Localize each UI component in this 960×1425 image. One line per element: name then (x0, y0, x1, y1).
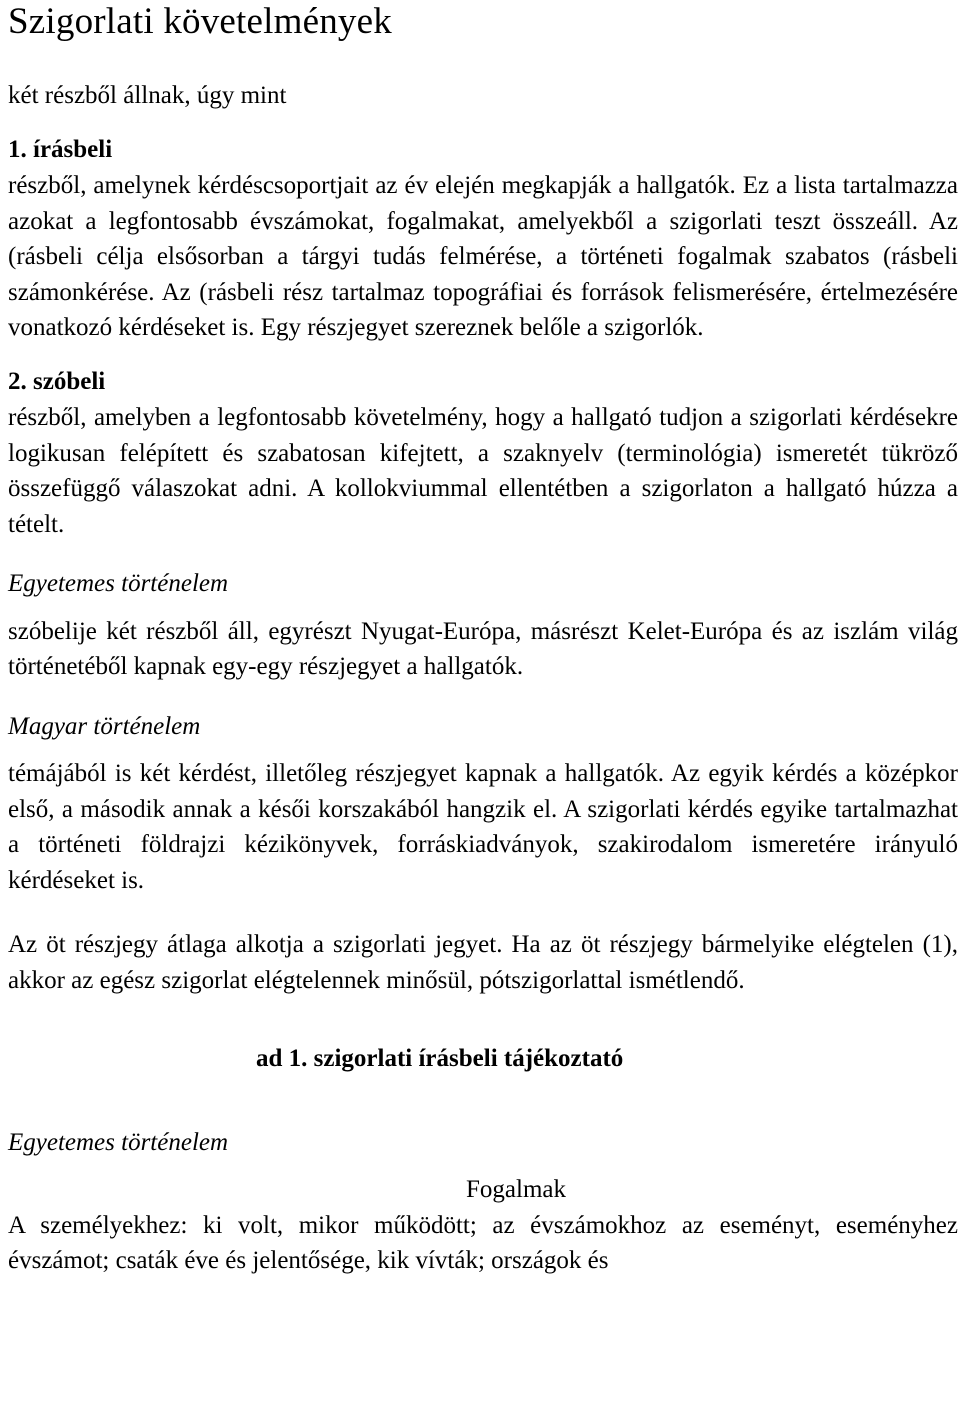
intro-text: két részből állnak, úgy mint (8, 82, 287, 109)
document-page (8, 0, 958, 1279)
egyetemes-title: Egyetemes történelem (8, 570, 229, 597)
section2-title: Egyetemes történelem (8, 1128, 229, 1156)
egyetemes-text: szóbelije két részből áll, egyrészt Nyugat-Európa, másrészt Kelet-Európa és az iszlám világ történetéből kapnak egy-egy részjegyet a hallgatók. (8, 617, 958, 680)
part2-heading: 2. szóbeli (8, 367, 106, 395)
average-text: Az öt részjegy átlaga alkotja a szigorlati jegyet. Ha az öt részjegy bármelyike elégtelen (1), akkor az egész szigorlat elégtelennek minősül, pótszigorlattal ismétlendő. (8, 931, 958, 994)
ad1-heading: ad 1. szigorlati írásbeli tájékoztató (256, 1045, 624, 1072)
fogalmak-text: A személyekhez: ki volt, mikor működött; az évszámokhoz az eseményt, eseményhez évszámot; csaták éve és jelentősége, kik vívták; országok és (8, 1211, 958, 1274)
part2-text: részből, amelyben a legfontosabb követelmény, hogy a hallgató tudjon a szigorlati kérdésekre logikusan felépített és szabatosan kifejtett, a szaknyelv (terminológia) ismeretét tükröző összefüggő válaszokat adni. A kollokviummal ellentétben a szigorlaton a hallgató húzza a tételt. (8, 404, 958, 538)
magyar-title: Magyar történelem (8, 712, 201, 740)
part1-heading: 1. írásbeli (8, 135, 113, 163)
page-title: Szigorlati követelmények (8, 1, 392, 42)
magyar-text: témájából is két kérdést, illetőleg részjegyet kapnak a hallgatók. Az egyik kérdés a középkor első, a második annak a késői korszakából hangzik el. A szigorlati kérdés egyike tartalmazhat a történeti földrajzi kézikönyvek, forráskiadványok, szakirodalom ismeretére irányuló kérdéseket is. (8, 760, 958, 894)
part1-text: részből, amelynek kérdéscsoportjait az év elején megkapják a hallgatók. Ez a lista tartalmazza azokat a legfontosabb évszámokat, fogalmakat, amelyekből a szigorlati teszt összeáll. Az (rásbeli célja elsősorban a tárgyi tudás felmérése, a történeti fogalmak szabatos (rásbeli számonkérése. Az (rásbeli rész tartalmaz topográfiai és források felismerésére, értelmezésére vonatkozó kérdéseket is. Egy részjegyet szereznek belőle a szigorlók. (8, 172, 958, 341)
fogalmak-subheading: Fogalmak (466, 1176, 566, 1203)
